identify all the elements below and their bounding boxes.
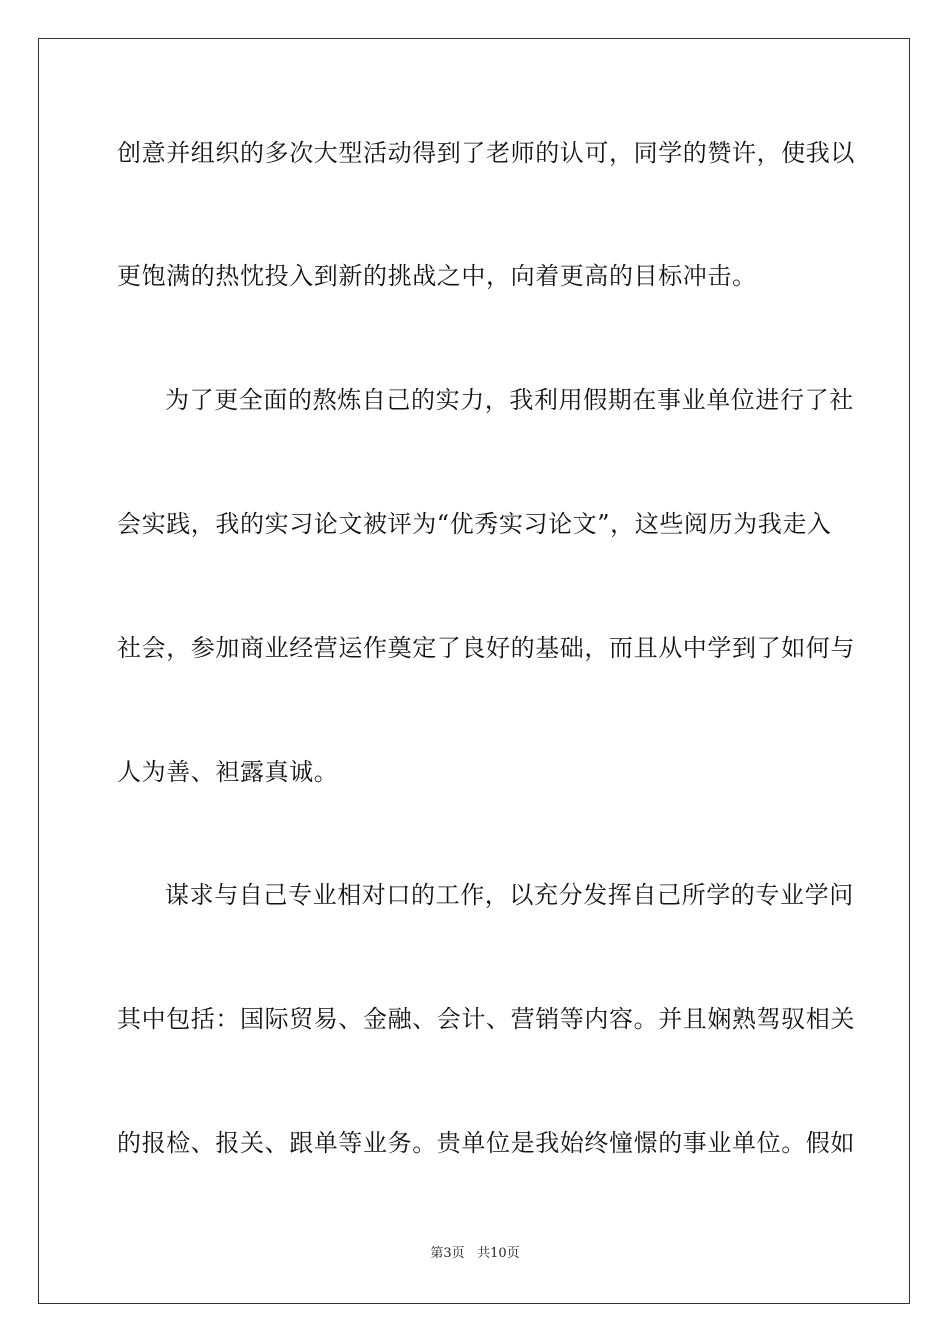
- page-frame: [38, 38, 910, 1304]
- text-line-8: 其中包括：国际贸易、金融、会计、营销等内容。并且娴熟驾驭相关: [117, 1005, 855, 1033]
- text-line-1: 创意并组织的多次大型活动得到了老师的认可，同学的赞许，使我以: [117, 139, 855, 167]
- page-total: 共10页: [477, 1246, 520, 1261]
- text-line-5: 社会，参加商业经营运作奠定了良好的基础，而且从中学到了如何与: [117, 634, 855, 662]
- text-line-3: 为了更全面的熬炼自己的实力，我利用假期在事业单位进行了社: [165, 386, 854, 414]
- page-number: 第3页: [430, 1246, 465, 1261]
- text-line-4: 会实践，我的实习论文被评为“优秀实习论文”，这些阅历为我走入: [117, 510, 832, 538]
- text-line-6: 人为善、袒露真诚。: [117, 758, 339, 786]
- text-line-2: 更饱满的热忱投入到新的挑战之中，向着更高的目标冲击。: [117, 262, 757, 290]
- text-line-9: 的报检、报关、跟单等业务。贵单位是我始终憧憬的事业单位。假如: [117, 1129, 855, 1157]
- page-footer: [0, 1245, 950, 1263]
- text-line-7: 谋求与自己专业相对口的工作，以充分发挥自己所学的专业学问: [165, 881, 854, 909]
